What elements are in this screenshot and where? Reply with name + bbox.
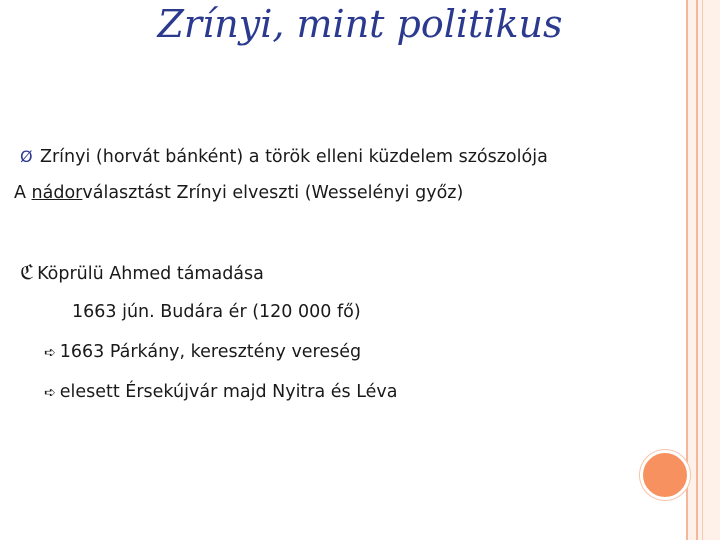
decorative-circle xyxy=(640,450,690,500)
fraktur-c-bullet-icon: ℭ xyxy=(20,260,35,284)
line-2-prefix: A xyxy=(14,183,32,203)
decorative-band-line xyxy=(686,0,688,540)
arrow-bullet-icon: Ø xyxy=(20,147,33,166)
decorative-band-line xyxy=(696,0,698,540)
outline-arrow-bullet-icon: ➪ xyxy=(44,385,56,401)
line-5-text: 1663 Párkány, keresztény vereség xyxy=(59,342,362,362)
bullet-line-3 xyxy=(20,260,264,284)
text-line-4 xyxy=(72,302,361,322)
line-2-underlined: nádor xyxy=(31,183,83,203)
outline-arrow-bullet-icon: ➪ xyxy=(44,345,56,361)
slide-title: Zrínyi, mint politikus xyxy=(157,2,563,46)
line-3-text: Köprülü Ahmed támadása xyxy=(37,264,264,284)
decorative-side-band xyxy=(686,0,720,540)
line-4-text: 1663 jún. Budára ér (120 000 fő) xyxy=(72,302,361,322)
line-6-text: elesett Érsekújvár majd Nyitra és Léva xyxy=(59,382,398,402)
line-2-rest: választást Zrínyi elveszti (Wesselényi győz) xyxy=(82,183,464,203)
text-line-2 xyxy=(14,183,463,203)
bullet-line-1 xyxy=(20,147,548,167)
line-1-text: Zrínyi (horvát bánként) a török elleni küzdelem szószolója xyxy=(40,147,548,167)
bullet-line-6 xyxy=(44,382,398,402)
decorative-band-line xyxy=(702,0,703,540)
bullet-line-5 xyxy=(44,342,361,362)
